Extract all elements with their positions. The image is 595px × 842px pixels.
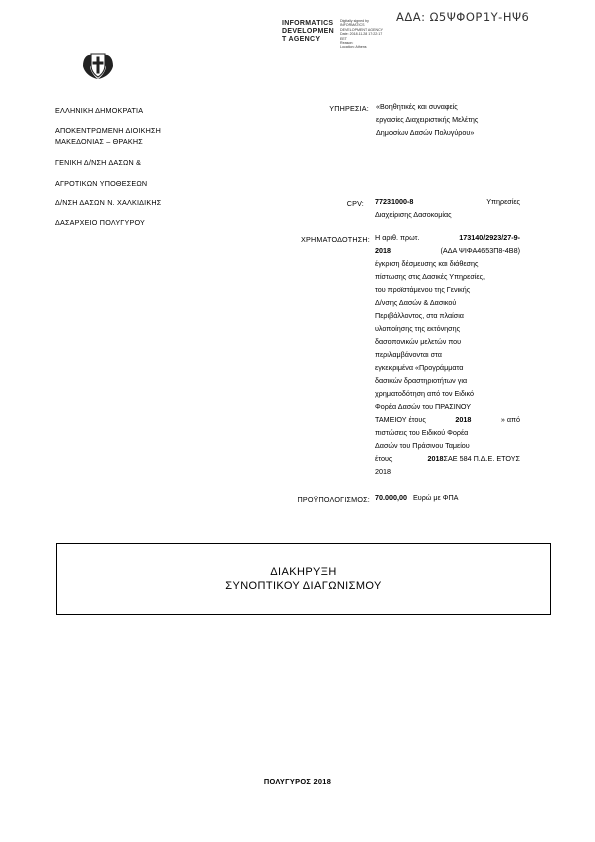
funding-line <box>375 452 520 465</box>
service-line: Δημοσίων Δασών Πολυγύρου» <box>376 128 475 137</box>
funding-line: έγκριση δέσμευσης και διάθεσης <box>375 259 479 268</box>
funding-tameio-from: » από <box>500 415 520 424</box>
ada-code: ΑΔΑ: Ω5ΨΦΟΡ1Υ-ΗΨ6 <box>396 10 530 24</box>
cpv-value <box>375 195 520 221</box>
signature-detail-line: Date: 2018.11.28 17:22:17 <box>340 32 383 37</box>
funding-line: πίστωσης στις Δασικές Υπηρεσίες, <box>375 272 486 281</box>
funding-line: Περιβάλλοντος, στα πλαίσια <box>375 311 464 320</box>
funding-line <box>375 244 520 257</box>
funding-line: εγκεκριμένα «Προγράμματα <box>375 363 464 372</box>
funding-line: δασικών δραστηριοτήτων για <box>375 376 468 385</box>
cpv-service-word: Υπηρεσίες <box>486 197 520 206</box>
budget-label: ΠΡΟΫΠΟΛΟΓΙΣΜΟΣ: <box>297 495 370 504</box>
funding-line: Φορέα Δασών του ΠΡΑΣΙΝΟΥ <box>375 402 472 411</box>
issuer-line: ΓΕΝΙΚΗ Δ/ΝΣΗ ΔΑΣΩΝ & <box>55 158 142 167</box>
funding-value <box>375 231 520 478</box>
issuer-line: ΔΑΣΑΡΧΕΙΟ ΠΟΛΥΓΥΡΟΥ <box>55 218 146 227</box>
signature-org-line: INFORMATICS <box>282 20 334 27</box>
signature-detail-line: DEVELOPMENT AGENCY <box>340 27 384 32</box>
signature-detail-line: EET <box>340 36 347 41</box>
budget-value <box>375 491 535 504</box>
service-value <box>376 100 526 139</box>
cpv-line <box>375 195 520 208</box>
funding-line <box>375 231 520 244</box>
signature-org-line: DEVELOPMEN <box>282 28 335 35</box>
funding-line: δασοπονικών μελετών που <box>375 337 462 346</box>
cpv-label: CPV: <box>346 199 364 208</box>
funding-tameio-text: ΤΑΜΕΙΟΥ έτους <box>375 415 426 424</box>
service-label: ΥΠΗΡΕΣΙΑ: <box>329 104 369 113</box>
document-title: ΔΙΑΚΗΡΥΞΗ <box>270 566 337 578</box>
document-title-box <box>56 543 551 615</box>
greek-emblem-icon <box>80 50 116 82</box>
funding-year: 2018 <box>375 246 391 255</box>
funding-line <box>375 413 520 426</box>
issuer-line: ΑΠΟΚΕΝΤΡΩΜΕΝΗ ΔΙΟΙΚΗΣΗ <box>55 126 162 135</box>
funding-ada: (ΑΔΑ ΨΙΦΑ4653Π8-4Β8) <box>440 246 520 255</box>
cpv-code: 77231000-8 <box>375 197 414 206</box>
issuer-line: ΕΛΛΗΝΙΚΗ ΔΗΜΟΚΡΑΤΙΑ <box>55 106 144 115</box>
funding-line: χρηματοδότηση από τον Ειδικό <box>375 389 474 398</box>
signature-org-line: T AGENCY <box>282 36 321 43</box>
digital-signature-org <box>282 20 334 44</box>
signature-detail-line: Location: Athens <box>340 45 367 50</box>
cpv-line: Διαχείρισης Δασοκομίας <box>375 210 452 219</box>
funding-line: του προϊστάμενου της Γενικής <box>375 285 471 294</box>
funding-line: υλοποίησης της εκτόνησης <box>375 324 461 333</box>
signature-detail-line: INFORMATICS <box>340 23 365 28</box>
funding-etous: έτους <box>375 454 393 463</box>
funding-p3-year: 2018 <box>427 454 444 463</box>
funding-label: ΧΡΗΜΑΤΟΔΟΤΗΣΗ: <box>301 235 370 244</box>
signature-detail-line: Digitally signed by <box>340 19 369 23</box>
funding-ref: 173140/2923/27-9- <box>459 233 520 242</box>
funding-sae: ΣΑΕ 584 Π.Δ.Ε. ΕΤΟΥΣ <box>443 454 520 463</box>
issuer-line: ΜΑΚΕΔΟΝΙΑΣ – ΘΡΑΚΗΣ <box>55 137 143 146</box>
issuer-line: Δ/ΝΣΗ ΔΑΣΩΝ Ν. ΧΑΛΚΙΔΙΚΗΣ <box>55 198 162 207</box>
service-line: «Βοηθητικές και συναφείς <box>376 102 458 111</box>
footer-place-year: ΠΟΛΥΓΥΡΟΣ 2018 <box>263 777 332 786</box>
funding-tameio-year: 2018 <box>455 415 472 424</box>
funding-line: περιλαμβάνονται στα <box>375 350 442 359</box>
funding-line: Δασών του Πράσινου Ταμείου <box>375 441 470 450</box>
budget-amount: 70.000,00 <box>375 493 407 502</box>
funding-line: Δ/νσης Δασών & Δασικού <box>375 298 457 307</box>
issuer-line: ΑΓΡΟΤΙΚΩΝ ΥΠΟΘΕΣΕΩΝ <box>55 179 148 188</box>
service-line: εργασίες Διαχειριστικής Μελέτης <box>376 115 479 124</box>
funding-line: πιστώσεις του Ειδικού Φορέα <box>375 428 469 437</box>
funding-line: 2018 <box>375 467 391 476</box>
funding-prefix: Η αριθ. πρωτ. <box>375 233 420 242</box>
digital-signature-details <box>340 19 383 50</box>
budget-suffix: Ευρώ με ΦΠΑ <box>412 493 459 502</box>
document-subtitle: ΣΥΝΟΠΤΙΚΟΥ ΔΙΑΓΩΝΙΣΜΟΥ <box>225 580 382 592</box>
signature-detail-line: Reason: <box>340 41 354 46</box>
